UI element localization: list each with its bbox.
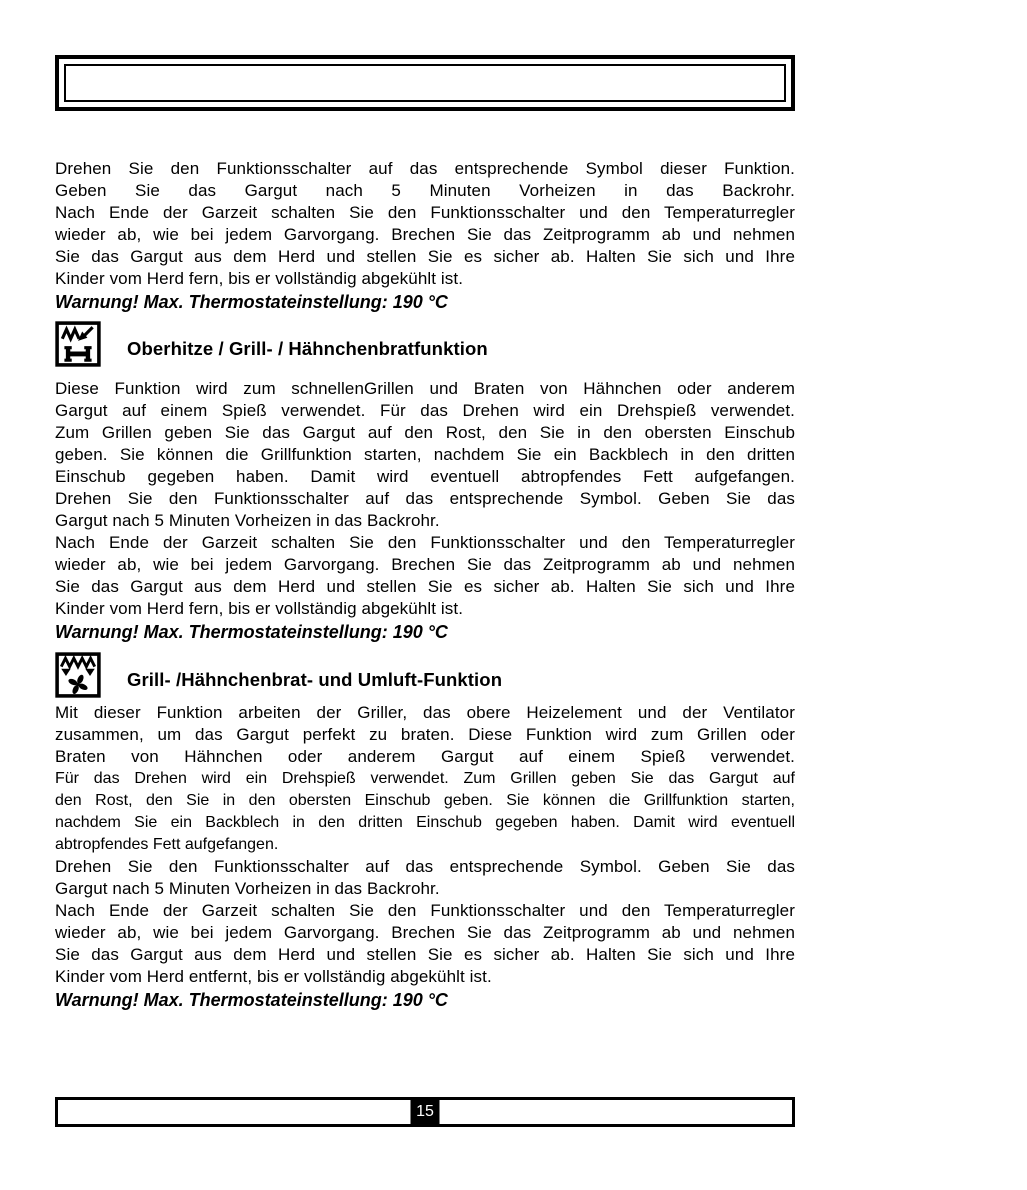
footer-bar: [55, 1097, 795, 1127]
paragraph: [55, 702, 795, 988]
text-line: Kinder vom Herd entfernt, bis er vollständig abgekühlt ist.: [55, 967, 492, 986]
text-line: Sie das Gargut aus dem Herd und stellen Sie es sicher ab. Halten Sie sich und Ihre: [55, 577, 795, 596]
content-column: [55, 55, 795, 1012]
function-heading-row: [55, 320, 795, 368]
text-line: Gargut nach 5 Minuten Vorheizen in das Backrohr.: [55, 879, 440, 898]
text-line: Mit dieser Funktion arbeiten der Griller, das obere Heizelement und der Ventilator: [55, 703, 795, 722]
text-line: zusammen, um das Gargut perfekt zu braten. Diese Funktion wird zum Grillen oder: [55, 725, 795, 744]
page-body: [55, 158, 795, 1012]
warning-text: Warnung! Max. Thermostateinstellung: 190 °C: [55, 990, 448, 1010]
text-line: wieder ab, wie bei jedem Garvorgang. Brechen Sie das Zeitprogramm ab und nehmen: [55, 225, 795, 244]
function-heading-title: Grill- /Hähnchenbrat- und Umluft-Funktion: [127, 669, 503, 690]
text-line: Gargut nach 5 Minuten Vorheizen in das Backrohr.: [55, 511, 440, 530]
grill-haehnchenbrat-umluft-icon: [55, 651, 101, 699]
paragraph: [55, 158, 795, 290]
text-line: wieder ab, wie bei jedem Garvorgang. Brechen Sie das Zeitprogramm ab und nehmen: [55, 923, 795, 942]
text-line: Drehen Sie den Funktionsschalter auf das entsprechende Symbol. Geben Sie das: [55, 489, 795, 508]
function-heading-row: [55, 651, 795, 699]
text-line: nachdem Sie ein Backblech in den dritten Einschub gegeben haben. Damit wird eventuell: [55, 814, 795, 831]
text-line: geben. Sie können die Grillfunktion starten, nachdem Sie ein Backblech in den dritten: [55, 445, 795, 464]
text-line: Drehen Sie den Funktionsschalter auf das entsprechende Symbol. Geben Sie das: [55, 857, 795, 876]
text-line: Für das Drehen wird ein Drehspieß verwendet. Zum Grillen geben Sie das Gargut auf: [55, 770, 795, 787]
warning-text: Warnung! Max. Thermostateinstellung: 190 °C: [55, 622, 448, 642]
text-line: Kinder vom Herd fern, bis er vollständig abgekühlt ist.: [55, 599, 464, 618]
text-line: Drehen Sie den Funktionsschalter auf das entsprechende Symbol dieser Funktion.: [55, 159, 795, 178]
text-line: Zum Grillen geben Sie das Gargut auf den Rost, den Sie in den obersten Einschub: [55, 423, 795, 442]
header-title-inner: [64, 64, 786, 102]
text-line: Einschub gegeben haben. Damit wird eventuell abtropfendes Fett aufgefangen.: [55, 467, 795, 486]
text-line: Geben Sie das Gargut nach 5 Minuten Vorheizen in das Backrohr.: [55, 181, 795, 200]
page-number: 15: [416, 1103, 434, 1120]
text-line: Braten von Hähnchen oder anderem Gargut auf einem Spieß verwendet.: [55, 747, 795, 766]
text-line: den Rost, den Sie in den obersten Einschub geben. Sie können die Grillfunktion starten,: [55, 792, 795, 809]
function-heading-title: Oberhitze / Grill- / Hähnchenbratfunktion: [127, 338, 488, 359]
paragraph: [55, 378, 795, 620]
text-line: Nach Ende der Garzeit schalten Sie den Funktionsschalter und den Temperaturregler: [55, 901, 795, 920]
text-line: Gargut auf einem Spieß verwendet. Für das Drehen wird ein Drehspieß verwendet.: [55, 401, 795, 420]
header-title-box: [55, 55, 795, 111]
text-line: Sie das Gargut aus dem Herd und stellen Sie es sicher ab. Halten Sie sich und Ihre: [55, 945, 795, 964]
text-line: Sie das Gargut aus dem Herd und stellen Sie es sicher ab. Halten Sie sich und Ihre: [55, 247, 795, 266]
page-number-badge: [411, 1097, 440, 1127]
text-line: abtropfendes Fett aufgefangen.: [55, 836, 279, 853]
text-line: Diese Funktion wird zum schnellenGrillen und Braten von Hähnchen oder anderem: [55, 379, 795, 398]
text-line: Nach Ende der Garzeit schalten Sie den Funktionsschalter und den Temperaturregler: [55, 203, 795, 222]
oberhitze-grill-haehnchenbrat-icon: [55, 320, 101, 368]
text-line: Nach Ende der Garzeit schalten Sie den Funktionsschalter und den Temperaturregler: [55, 533, 795, 552]
text-line: Kinder vom Herd fern, bis er vollständig abgekühlt ist.: [55, 269, 464, 288]
text-line: wieder ab, wie bei jedem Garvorgang. Brechen Sie das Zeitprogramm ab und nehmen: [55, 555, 795, 574]
warning-text: Warnung! Max. Thermostateinstellung: 190 °C: [55, 292, 448, 312]
